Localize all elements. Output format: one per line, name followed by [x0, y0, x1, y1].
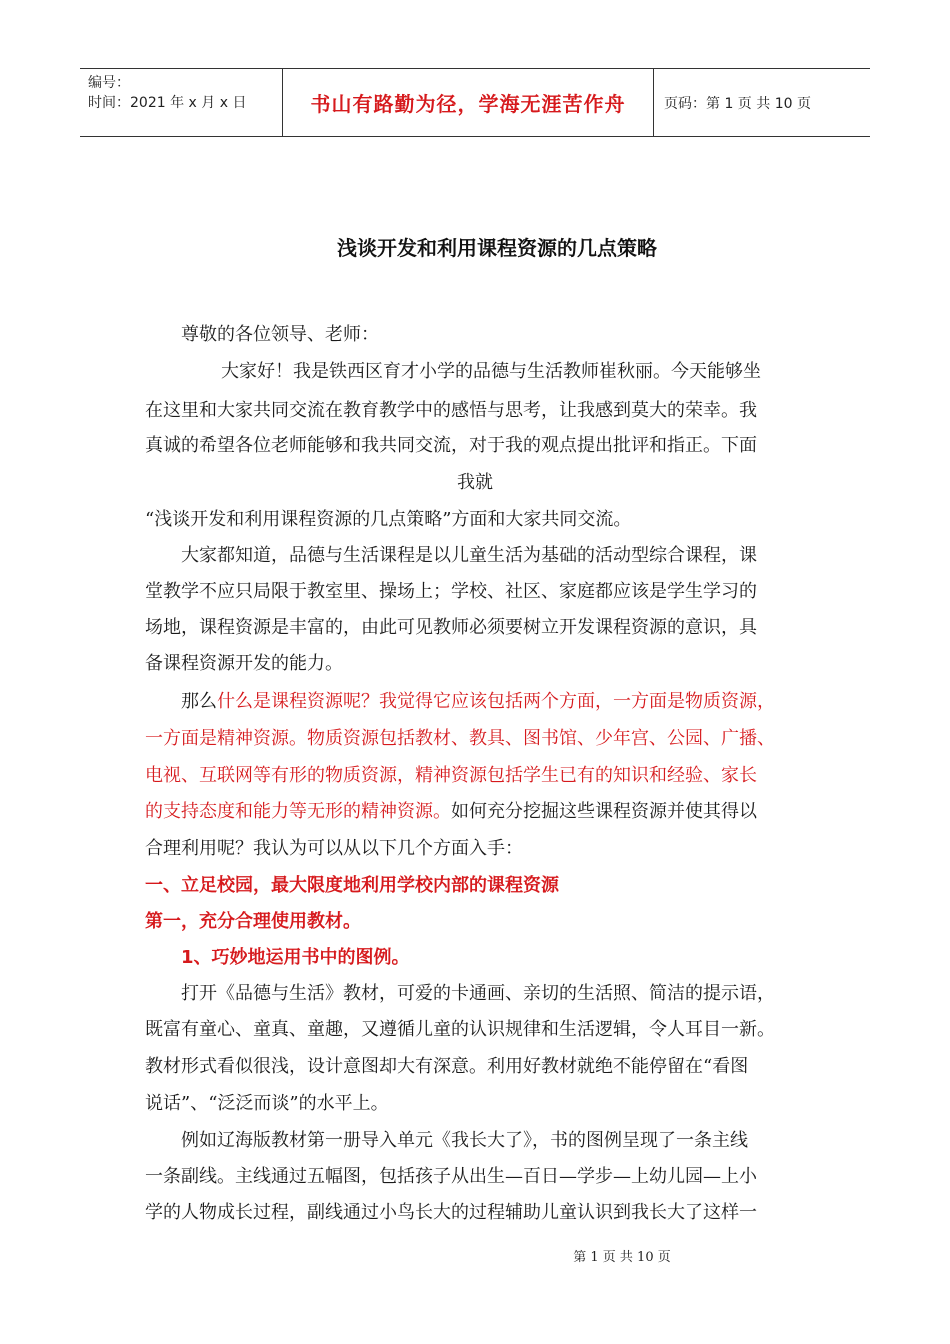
- page-footer: 第 1 页 共 10 页: [573, 1250, 671, 1265]
- page-header: [80, 68, 870, 137]
- paragraph-line: 一条副线。主线通过五幅图，包括孩子从出生—百日—学步—上幼儿园—上小: [145, 1166, 757, 1187]
- paragraph-line: 堂教学不应只局限于教室里、操场上；学校、社区、家庭都应该是学生学习的: [145, 581, 757, 602]
- subsection-heading: 第一，充分合理使用教材。: [145, 911, 361, 932]
- paragraph-line: 既富有童心、童真、童趣，又遵循儿童的认识规律和生活逻辑，令人耳目一新。: [145, 1019, 775, 1040]
- paragraph-line: 在这里和大家共同交流在教育教学中的感悟与思考，让我感到莫大的荣幸。我: [145, 400, 757, 421]
- paragraph-line: 说话”、“泛泛而谈”的水平上。: [145, 1093, 389, 1114]
- paragraph-line: [181, 690, 841, 714]
- paragraph-line: 场地，课程资源是丰富的，由此可见教师必须要树立开发课程资源的意识，具: [145, 617, 757, 638]
- highlighted-line: 电视、互联网等有形的物质资源，精神资源包括学生已有的知识和经验、家长: [145, 765, 757, 786]
- paragraph-line: [145, 800, 805, 824]
- paragraph-line: 大家好！我是铁西区育才小学的品德与生活教师崔秋丽。今天能够坐: [221, 361, 761, 382]
- item-heading: 1、巧妙地运用书中的图例。: [181, 947, 410, 968]
- time-label: 时间：2021 年 x 月 x 日: [88, 95, 247, 111]
- paragraph-line: 教材形式看似很浅，设计意图却大有深意。利用好教材就绝不能停留在“看图: [145, 1056, 749, 1077]
- header-meta: [80, 69, 282, 136]
- document-title: 浅谈开发和利用课程资源的几点策略: [337, 236, 657, 260]
- paragraph-line: 学的人物成长过程，副线通过小鸟长大的过程辅助儿童认识到我长大了这样一: [145, 1202, 757, 1223]
- text-run: 那么: [181, 691, 217, 712]
- header-page-info: 页码：第 1 页 共 10 页: [664, 95, 811, 112]
- paragraph-line: 打开《品德与生活》教材，可爱的卡通画、亲切的生活照、简洁的提示语，: [181, 983, 775, 1004]
- highlighted-text: 的支持态度和能力等无形的精神资源。: [145, 801, 451, 822]
- highlighted-line: 一方面是精神资源。物质资源包括教材、教具、图书馆、少年宫、公园、广播、: [145, 728, 775, 749]
- section-heading: 一、立足校园，最大限度地利用学校内部的课程资源: [145, 875, 559, 896]
- number-label: 编号：: [88, 75, 130, 91]
- paragraph-line: 大家都知道，品德与生活课程是以儿童生活为基础的活动型综合课程，课: [181, 545, 757, 566]
- paragraph-line: “浅谈开发和利用课程资源的几点策略”方面和大家共同交流。: [145, 509, 632, 530]
- text-run: 如何充分挖掘这些课程资源并使其得以: [451, 801, 757, 822]
- paragraph-line: 备课程资源开发的能力。: [145, 653, 343, 674]
- highlighted-text: 什么是课程资源呢？我觉得它应该包括两个方面，一方面是物质资源，: [217, 691, 775, 712]
- paragraph-line: 我就: [457, 472, 493, 493]
- header-motto: 书山有路勤为径，学海无涯苦作舟: [282, 69, 654, 136]
- greeting: 尊敬的各位领导、老师：: [181, 324, 379, 345]
- paragraph-line: 合理利用呢？我认为可以从以下几个方面入手：: [145, 838, 523, 859]
- paragraph-line: 例如辽海版教材第一册导入单元《我长大了》，书的图例呈现了一条主线: [181, 1130, 748, 1151]
- paragraph-line: 真诚的希望各位老师能够和我共同交流，对于我的观点提出批评和指正。下面: [145, 435, 757, 456]
